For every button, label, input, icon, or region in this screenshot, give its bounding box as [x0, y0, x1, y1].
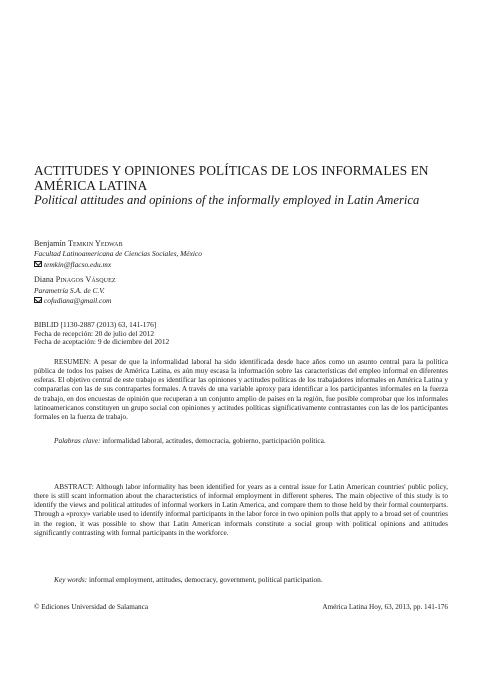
palabras-clave: [34, 436, 448, 445]
resumen-text: A pesar de que la informalidad laboral ha sido identificada desde hace años como un asunto central para la política pública de todos los países de América Latina, es aún muy escasa la información sobre las características del empleo informal en diferentes esferas. El objetivo central de este trabajo es identificar las opiniones y actitudes políticas de los trabajadores informales en América Latina y compararlas con las de sus contrapartes formales. A través de una variable aproxy para identificar a los participantes informales en la fuerza de trabajo, en dos encuestas de opinión que recuperan a un conjunto amplio de países en la región, fue posible comprobar que los informales latinoamericanos constituyen un grupo social con opiniones y actitudes políticas significativamente contrastantes con las de los participantes formales en la fuerza de trabajo.: [34, 357, 448, 421]
abstract-paragraph: [34, 482, 448, 537]
article-title-english: Political attitudes and opinions of the informally employed in Latin America: [34, 193, 420, 207]
key-words-text: informal employment, attitudes, democracy, government, political participation.: [87, 575, 323, 584]
author-email-row: [34, 260, 448, 270]
mail-icon: [34, 297, 42, 303]
bibliographic-info: [34, 321, 448, 347]
author-affiliation: Parametría S.A. de C.V.: [34, 285, 105, 295]
author-entry: [34, 239, 448, 270]
footer-publisher: © Ediciones Universidad de Salamanca: [34, 603, 149, 611]
abstract-text: Although labor informality has been identified for years as a central issue for Latin American countries' public policy, there is still scant information about the characteristics of informal employment in different spheres. The main objective of this study is to identify the views and political attitudes of informal workers in Latin America, and compare them to those held by their formal counterparts. Through a «proxy» variable used to identify informal participants in the labor force in two opinion polls that apply to a broad set of countries in the region, it was possible to show that Latin American informals constitute a social group with political opinions and attitudes significantly contrasting with formal participants in the workforce.: [34, 482, 448, 537]
author-email-row: [34, 296, 448, 306]
author-list: [34, 239, 448, 306]
author-entry: [34, 275, 448, 306]
accepted-date: Fecha de aceptación: 9 de diciembre del 2012: [34, 337, 170, 347]
author-email[interactable]: temkin@flacso.edu.mx: [44, 259, 112, 269]
biblid: BIBLID [1130-2887 (2013) 63, 141-176]: [34, 320, 157, 329]
mail-icon: [34, 261, 42, 267]
article-title-spanish: ACTITUDES Y OPINIONES POLÍTICAS DE LOS INFORMALES EN AMÉRICA LATINA: [34, 163, 429, 193]
resumen-label: RESUMEN:: [54, 357, 91, 366]
page-footer: [34, 603, 448, 611]
resumen-paragraph: [34, 357, 448, 421]
author-name: Benjamín Temkin Yedwab: [34, 239, 123, 248]
author-email[interactable]: cofudiana@gmail.com: [44, 296, 112, 306]
author-surname: Temkin Yedwab: [68, 239, 123, 248]
abstract-label: ABSTRACT:: [54, 482, 94, 491]
received-date: Fecha de recepción: 20 de julio del 2012: [34, 328, 155, 338]
author-affiliation: Facultad Latinoamericana de Ciencias Sociales, México: [34, 249, 202, 259]
key-words-label: Key words:: [54, 575, 88, 584]
palabras-clave-text: informalidad laboral, actitudes, democracia, gobierno, participación política.: [100, 436, 326, 445]
footer-citation: América Latina Hoy, 63, 2013, pp. 141-176: [322, 603, 448, 611]
palabras-clave-label: Palabras clave:: [54, 436, 101, 445]
key-words: [34, 575, 448, 584]
author-surname: Pinagos Vásquez: [55, 275, 116, 285]
author-name: Diana Pinagos Vásquez: [34, 275, 116, 285]
